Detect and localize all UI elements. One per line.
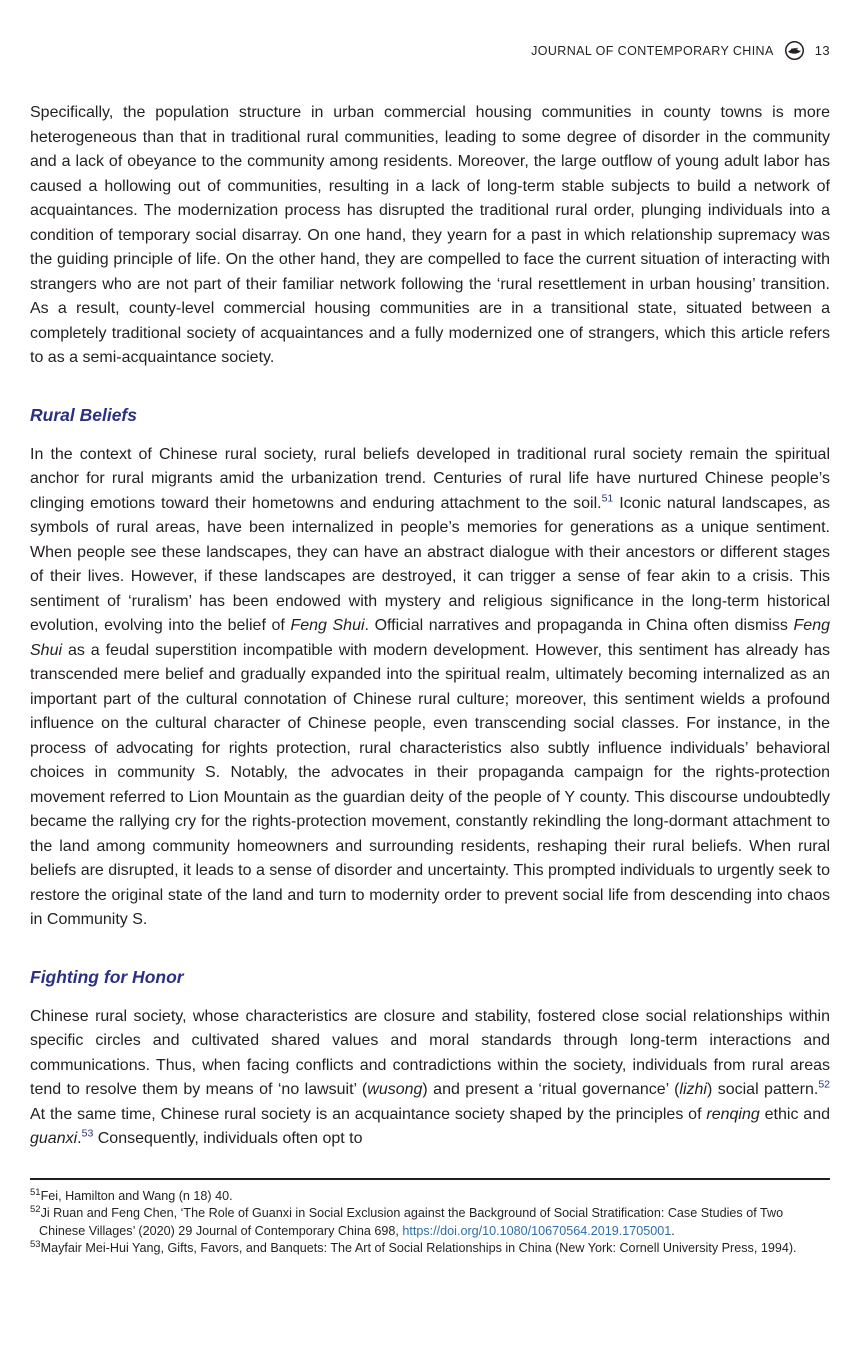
italic-term: Feng Shui	[290, 617, 365, 634]
footnote-reference[interactable]: 51	[601, 492, 614, 505]
article-body	[30, 101, 830, 1152]
footnote-reference[interactable]: 52	[818, 1078, 830, 1091]
section-paragraph	[30, 1005, 830, 1152]
text-run: At the same time, Chinese rural society is an acquaintance society shaped by the principles of	[30, 1105, 707, 1123]
footnote-item	[30, 1240, 830, 1258]
italic-term: wusong	[367, 1081, 423, 1098]
footnote-number: 52	[30, 1203, 41, 1215]
italic-term: lizhi	[679, 1081, 707, 1098]
page-header	[30, 40, 830, 61]
footnote-item	[30, 1205, 830, 1240]
text-run: Consequently, individuals often opt to	[93, 1130, 363, 1147]
footnote-reference[interactable]: 53	[81, 1127, 94, 1140]
text-run: .	[77, 1130, 82, 1147]
section-paragraph	[30, 443, 830, 933]
text-run: ) social pattern.	[706, 1081, 819, 1098]
italic-term: Feng Shui	[30, 617, 830, 659]
text-run: Iconic natural landscapes, as symbols of rural areas, have been internalized in people’s memories for generations as a unique sentiment. When people see these landscapes, they can have an abstract dialogue with their ancestors or different stages of their lives. However, if these landscapes are destroyed, it can trigger a sense of fear akin to a crisis. This sentiment of ‘ruralism’ has been endowed with mystery and religious significance in the long-term historical evolution, evolving into the belief of	[30, 494, 830, 634]
intro-paragraph	[30, 101, 830, 371]
italic-term: guanxi	[30, 1130, 78, 1147]
text-run: Specifically, the population structure in urban commercial housing communities in county towns is more heterogeneous than that in traditional rural communities, leading to some degree of disorder in the community and a lack of obeyance to the community among residents. Moreover, the large outflow of young adult labor has caused a hollowing out of communities, resulting in a lack of long-term stable subjects to build a network of acquaintances. The modernization process has disrupted the traditional rural order, plunging individuals into a condition of temporary social disarray. On one hand, they yearn for a past in which relationship supremacy was the guiding principle of life. On the other hand, they are compelled to face the current situation of interacting with strangers who are not part of their familiar network following the ‘rural resettlement in urban housing’ transition. As a result, county-level commercial housing communities are in a transitional state, situated between a completely traditional society of acquaintances and a fully modernized one of strangers, which this article refers to as a semi-acquaintance society.	[30, 104, 830, 366]
journal-title: JOURNAL OF CONTEMPORARY CHINA	[531, 43, 774, 58]
footnotes-list	[30, 1188, 830, 1258]
section-heading: Rural Beliefs	[30, 404, 137, 425]
footnotes-section	[30, 1178, 830, 1258]
sections-container	[30, 405, 830, 1152]
text-run: . Official narratives and propaganda in China often dismiss	[364, 617, 794, 634]
taylor-francis-logo-icon	[784, 40, 805, 61]
italic-term: renqing	[706, 1105, 760, 1123]
text-run: Fei, Hamilton and Wang (n 18) 40.	[40, 1188, 233, 1203]
text-run: ethic and	[759, 1105, 831, 1123]
section-heading: Fighting for Honor	[30, 966, 184, 987]
article-section	[30, 967, 830, 1152]
text-run: Ji Ruan and Feng Chen, ‘The Role of Guanxi in Social Exclusion against the Background of Social Stratification: Case Studies of Two Chinese Villages’ (2020) 29 Journal of Contemporary China 698,	[39, 1206, 784, 1238]
text-run: ) and present a ‘ritual governance’ (	[422, 1081, 680, 1098]
footnote-divider	[30, 1178, 830, 1180]
footnote-item	[30, 1188, 830, 1206]
article-section	[30, 405, 830, 933]
text-run: Chinese rural society, whose characteristics are closure and stability, fostered close social relationships within specific circles and cultivated shared values and moral standards through long-term interactions and communications. Thus, when facing conflicts and contradictions within the society, individuals from rural areas tend to resolve them by means of ‘no lawsuit’ (	[30, 1007, 830, 1098]
text-run: In the context of Chinese rural society, rural beliefs developed in traditional rural society remain the spiritual anchor for rural migrants amid the urbanization trend. Centuries of rural life have nurtured Chinese people’s clinging emotions toward their hometowns and enduring attachment to the soil.	[30, 445, 830, 512]
footnote-number: 53	[30, 1238, 41, 1250]
text-run: Mayfair Mei-Hui Yang, Gifts, Favors, and Banquets: The Art of Social Relationships in China (New York: Cornell University Press, 1994).	[40, 1241, 797, 1255]
footnote-number: 51	[30, 1186, 41, 1198]
text-run: as a feudal superstition incompatible with modern development. However, this sentiment has already has transcended mere belief and gradually expanded into the spiritual realm, ultimately becoming internalized as an important part of the cultural connotation of Chinese rural culture; moreover, this sentiment wields a profound influence on the cultural character of Chinese people, even transcending social classes. For instance, in the process of advocating for rights protection, rural characteristics also subtly influence individuals’ behavioral choices in community S. Notably, the advocates in their propaganda campaign for the rights-protection movement referred to Lion Mountain as the guardian deity of the people of Y county. This discourse undoubtedly became the rallying cry for the rights-protection movement, constantly rekindling the long-dormant attachment to the land among community homeowners and surrounding residents, reshaping their rural beliefs. When rural beliefs are disrupted, it leads to a sense of disorder and uncertainty. This prompted individuals to urgently seek to restore the original state of the land and turn to modernity order to prevent social life from descending into chaos in Community S.	[30, 641, 830, 928]
doi-link[interactable]: https://doi.org/10.1080/10670564.2019.1705001	[402, 1223, 672, 1238]
page-number: 13	[814, 43, 830, 58]
text-run: .	[671, 1223, 675, 1238]
